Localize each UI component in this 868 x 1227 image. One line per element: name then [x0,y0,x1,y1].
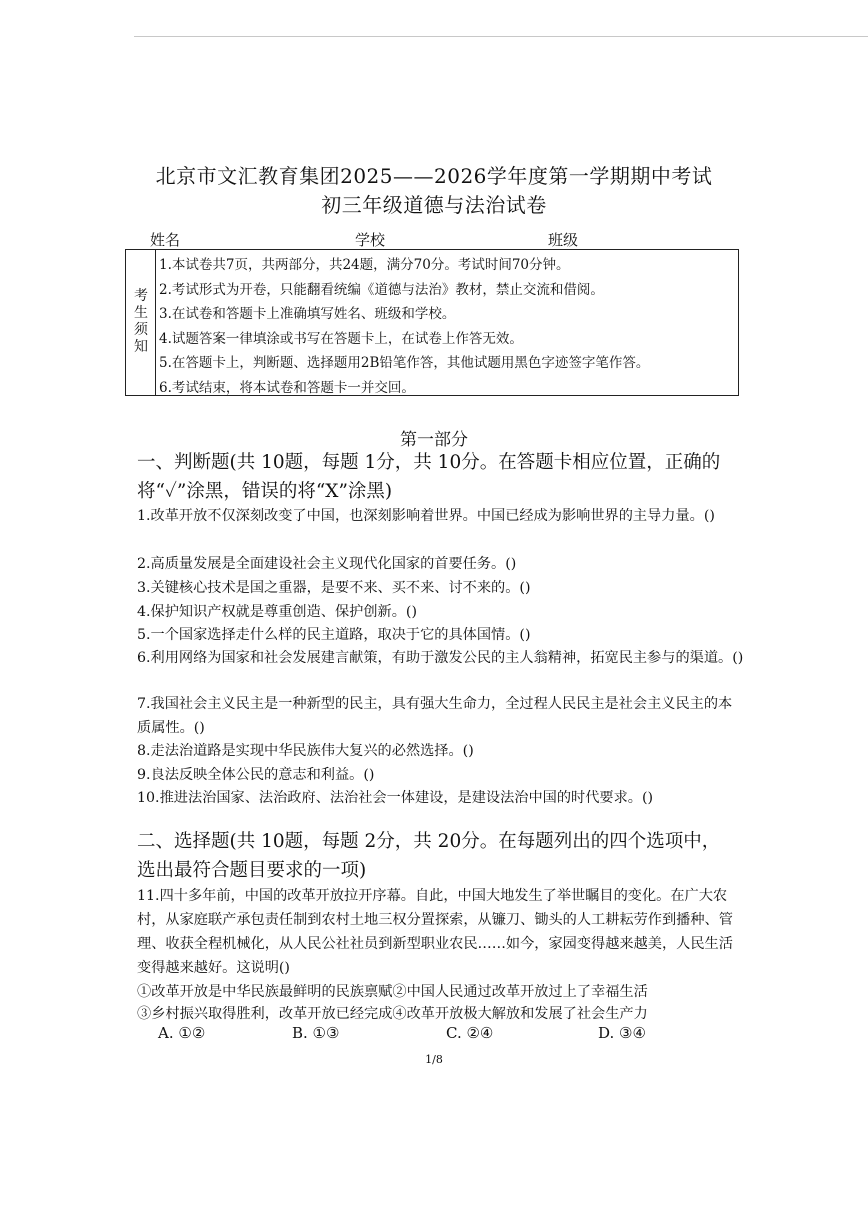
question-item: 5.一个国家选择走什么样的民主道路，取决于它的具体国情。() [137,627,531,643]
notice-item: 1.本试卷共7页，共两部分，共24题，满分70分。考试时间70分钟。 [159,257,570,273]
exam-notice-box [125,249,739,396]
choice-d: D. ③④ [598,1024,646,1042]
student-info-row [150,229,730,251]
school-field [355,229,520,250]
question-item: 8.走法治道路是实现中华民族伟大复兴的必然选择。() [137,743,474,759]
notice-label: 考生须知 [134,288,148,355]
notice-item: 2.考试形式为开卷，只能翻看统编《道德与法治》教材，禁止交流和借阅。 [159,281,604,298]
question-item: 10.推进法治国家、法治政府、法治社会一体建设，是建设法治中国的时代要求。() [137,790,654,806]
notice-item: 6.考试结束，将本试卷和答题卡一并交回。 [159,379,415,396]
school-label: 学校 [355,231,386,249]
name-field [150,229,312,250]
name-label: 姓名 [150,231,181,249]
choice-a: A. ①② [158,1024,206,1042]
question-item: 9.良法反映全体公民的意志和利益。() [137,767,375,783]
question-item: 6.利用网络为国家和社会发展建言献策，有助于激发公民的主人翁精神，拓宽民主参与的渠道。() [137,650,744,666]
choice-c: C. ②④ [446,1024,494,1042]
notice-item: 4.试题答案一律填涂或书写在答题卡上，在试卷上作答无效。 [159,330,523,347]
class-label: 班级 [548,231,579,249]
notice-item: 5.在答题卡上，判断题、选择题用2B铅笔作答，其他试题用黑色字迹签字笔作答。 [159,355,650,372]
question-item: 7.我国社会主义民主是一种新型的民主，具有强大生命力，全过程人民民主是社会主义民主的本质属性。() [137,696,733,736]
notice-list [159,253,737,401]
question-11-options-line2: ③乡村振兴取得胜利，改革开放已经完成④改革开放极大解放和发展了社会生产力 [137,1006,648,1022]
class-field [548,229,718,250]
question-item: 3.关键核心技术是国之重器，是要不来、买不来、讨不来的。() [137,580,531,596]
class-blank [580,231,718,250]
question-11-options-line1: ①改革开放是中华民族最鲜明的民族禀赋②中国人民通过改革开放过上了幸福生活 [137,984,648,1000]
top-divider [134,36,868,37]
question-item: 2.高质量发展是全面建设社会主义现代化国家的首要任务。() [137,556,517,572]
school-blank [387,231,520,250]
part-one-title: 第一部分 [400,430,468,450]
notice-label-cell [126,250,156,395]
answer-choices [158,1024,718,1048]
choice-b: B. ①③ [292,1024,340,1042]
exam-title: 北京市文汇教育集团2025——2026学年度第一学期期中考试 [155,164,713,188]
question-11-stem: 11.四十多年前，中国的改革开放拉开序幕。自此，中国大地发生了举世瞩目的变化。在广大农村，从家庭联产承包责任制到农村土地三权分置探索，从镰刀、锄头的人工耕耘劳作到播种、管理、收获全程机械化，从人民公社社员到新型职业农民……如今，家园变得越来越美，人民生活变得越来越好。这说明() [137,888,733,976]
exam-subtitle: 初三年级道德与法治试卷 [321,193,547,217]
name-blank [182,231,312,250]
section-one-heading: 一、判断题(共 10题，每题 1分，共 10分。在答题卡相应位置，正确的将“✓”涂黑，错误的将“X”涂黑) [137,452,721,502]
page-number: 1/8 [425,1053,443,1066]
question-item: 1.改革开放不仅深刻改变了中国，也深刻影响着世界。中国已经成为影响世界的主导力量。() [137,508,715,524]
section-two-heading: 二、选择题(共 10题，每题 2分，共 20分。在每题列出的四个选项中，选出最符合题目要求的一项) [137,831,721,881]
question-item: 4.保护知识产权就是尊重创造、保护创新。() [137,604,417,620]
notice-item: 3.在试卷和答题卡上准确填写姓名、班级和学校。 [159,306,456,323]
